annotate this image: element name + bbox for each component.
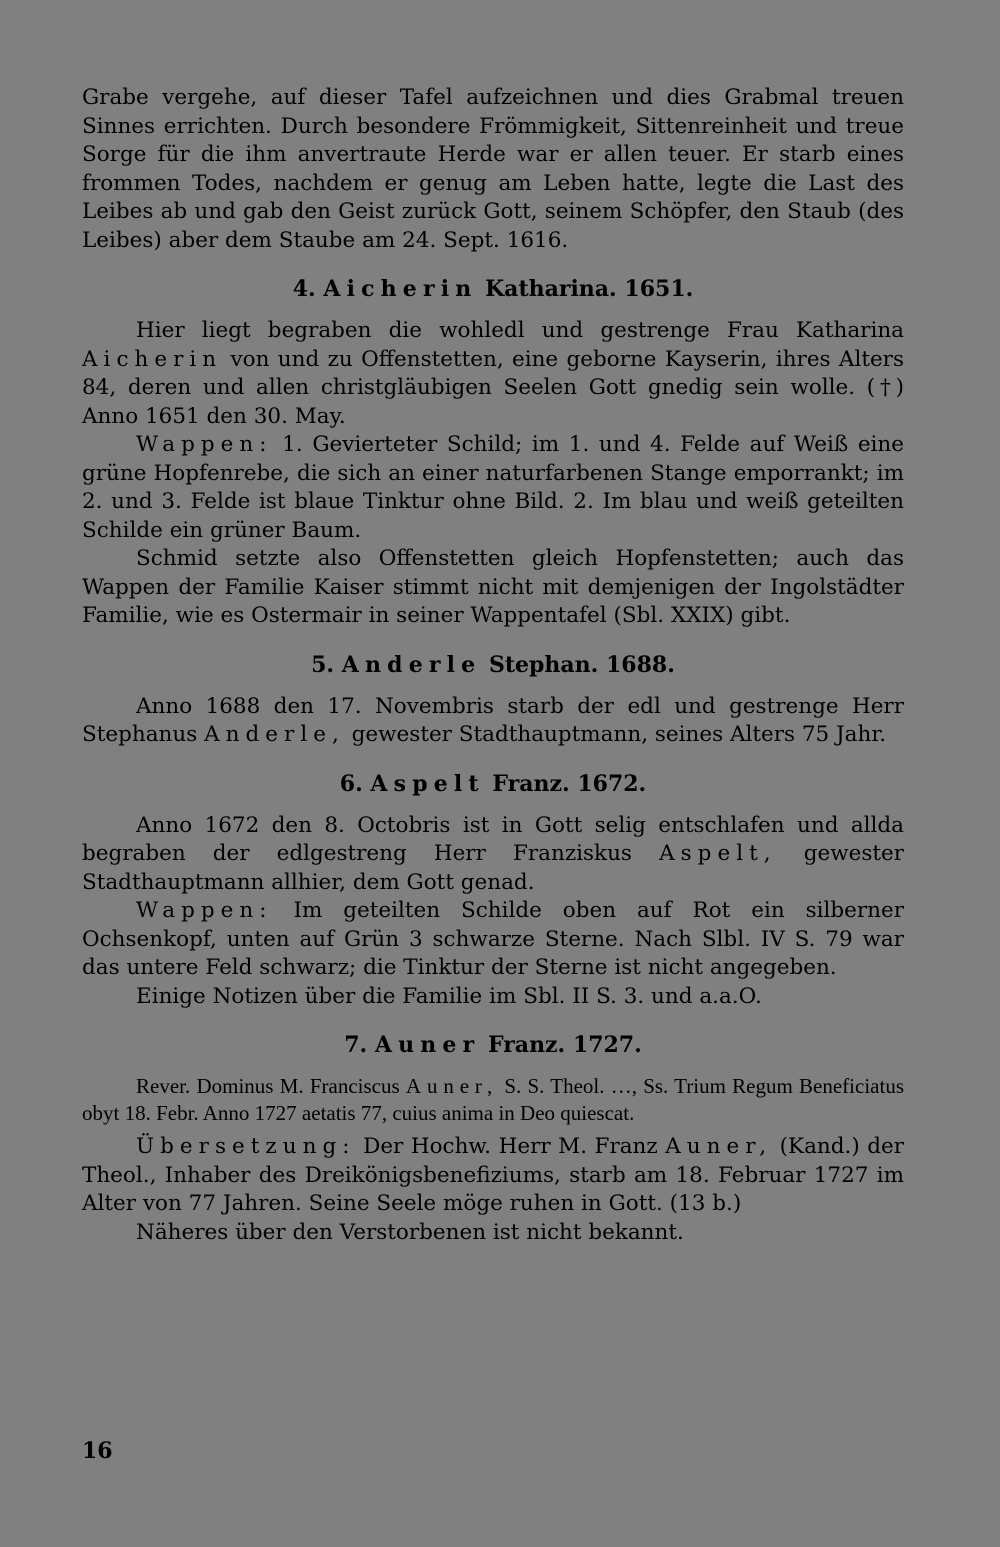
intro-paragraph: Grabe vergehe, auf dieser Tafel aufzeichnen und dies Grabmal treuen Sinnes errichten. Durch besondere Frömmigkeit, Sittenreinheit und treue Sorge für die ihm anvertraute Herde war er allen teuer. Er starb eines frommen Todes, nachdem er genug am Leben hatte, legte die Last des Leibes ab und gab den Geist zurück Gott, seinem Schöpfer, den Staub (des Leibes) aber dem Staube am 24. Sept. 1616. [82, 85, 904, 253]
text-segment: S. S. Theol. …, Ss. Trium Regum Beneficiatus obyt 18. Febr. Anno 1727 aetatis 77, cuius anima in Deo quiescat. [82, 1074, 904, 1125]
entry-7-translation [82, 1133, 904, 1219]
entry-number: 5. [311, 651, 335, 678]
entry-7-latin-inscription [82, 1073, 904, 1127]
page-number: 16 [82, 1438, 113, 1464]
text-segment: Der Hochw. Herr M. Franz [363, 1134, 658, 1159]
text-segment: (Kand.) der Theol., Inhaber des Dreikönigsbenefiziums, starb am 18. Februar 1727 im Alter von 77 Jahren. Seine Seele möge ruhen in Gott. (13 b.) [82, 1134, 905, 1216]
entry-4-inscription [82, 317, 904, 431]
text-segment: Rever. Dominus M. Franciscus [136, 1074, 400, 1098]
entry-number: 6. [339, 770, 363, 797]
text-segment: Anno 1672 den 8. Octobris ist in Gott selig entschlafen und allda begraben der edlgestreng Herr Franziskus [82, 812, 904, 866]
entry-year: 1672. [577, 770, 647, 797]
entry-6-inscription [82, 812, 904, 898]
text-segment: gewester Stadthauptmann, seines Alters 75 Jahr. [351, 722, 887, 747]
text-segment: Hier liegt begraben die wohledl und gestrenge Frau Katharina [136, 318, 904, 343]
entry-surname: Anderle [341, 651, 482, 678]
entry-given-name: Franz. [487, 1032, 566, 1058]
entry-year: 1651. [624, 276, 694, 302]
spaced-name: Aicherin [82, 346, 223, 372]
entry-6-wappen [82, 897, 904, 983]
entry-surname: Aspelt [370, 770, 485, 797]
entry-4-note: Schmid setzte also Offenstetten gleich Hopfenstetten; auch das Wappen der Familie Kaiser stimmt nicht mit demjenigen der Ingolstädter Familie, wie es Ostermair in seiner Wappentafel (Sbl. XXIX) gibt. [82, 546, 904, 628]
entry-given-name: Katharina. [485, 276, 617, 302]
spaced-name: Aspelt, [659, 841, 777, 866]
entry-4-wappen [82, 431, 904, 545]
text-segment: von und zu Offenstetten, eine geborne Kayserin, ihres Alters 84, deren und allen christgläubigen Seelen Gott gnedig sein wolle. (†) Anno 1651 den 30. May. [82, 346, 904, 429]
text-segment: Im geteilten Schilde oben auf Rot ein silberner Ochsenkopf, unten auf Grün 3 schwarze Sterne. Nach Slbl. IV S. 79 war das untere Feld schwarz; die Tinktur der Sterne ist nicht angegeben. [82, 898, 905, 980]
entry-number: 4. [292, 276, 316, 302]
spaced-name: Auner, [405, 1074, 499, 1098]
entry-given-name: Stephan. [488, 651, 599, 678]
entry-6-note: Einige Notizen über die Familie im Sbl. II S. 3. und a.a.O. [136, 983, 762, 1009]
entry-4-heading [82, 275, 904, 303]
entry-number: 7. [344, 1032, 368, 1058]
spaced-name: Anderle, [204, 722, 345, 747]
entry-5-inscription [82, 693, 904, 750]
entry-surname: Auner [374, 1032, 481, 1058]
entry-7-heading [82, 1031, 904, 1059]
entry-given-name: Franz. [492, 770, 570, 797]
entry-7-note: Näheres über den Verstorbenen ist nicht bekannt. [136, 1219, 684, 1245]
entry-year: 1727. [572, 1032, 642, 1058]
translation-label: Übersetzung: [136, 1134, 356, 1159]
text-segment: Anno 1688 den 17. Novembris starb der edl und gestrenge Herr Stephanus [82, 693, 904, 747]
text-segment: gewester Stadthauptmann allhier, dem Gott genad. [82, 841, 904, 895]
entry-6-heading [82, 770, 904, 798]
spaced-name: Auner, [665, 1134, 773, 1159]
text-segment: 1. Gevierteter Schild; im 1. und 4. Felde auf Weiß eine grüne Hopfenrebe, die sich an einer naturfarbenen Stange emporrankt; im 2. und 3. Felde ist blaue Tinktur ohne Bild. 2. Im blau und weiß geteilten Schilde ein grüner Baum. [82, 432, 904, 543]
page-body [82, 84, 904, 1247]
wappen-label: Wappen: [136, 432, 273, 457]
wappen-label: Wappen: [136, 898, 273, 923]
entry-5-heading [82, 651, 904, 679]
entry-surname: Aicherin [323, 276, 478, 302]
entry-year: 1688. [605, 651, 675, 678]
